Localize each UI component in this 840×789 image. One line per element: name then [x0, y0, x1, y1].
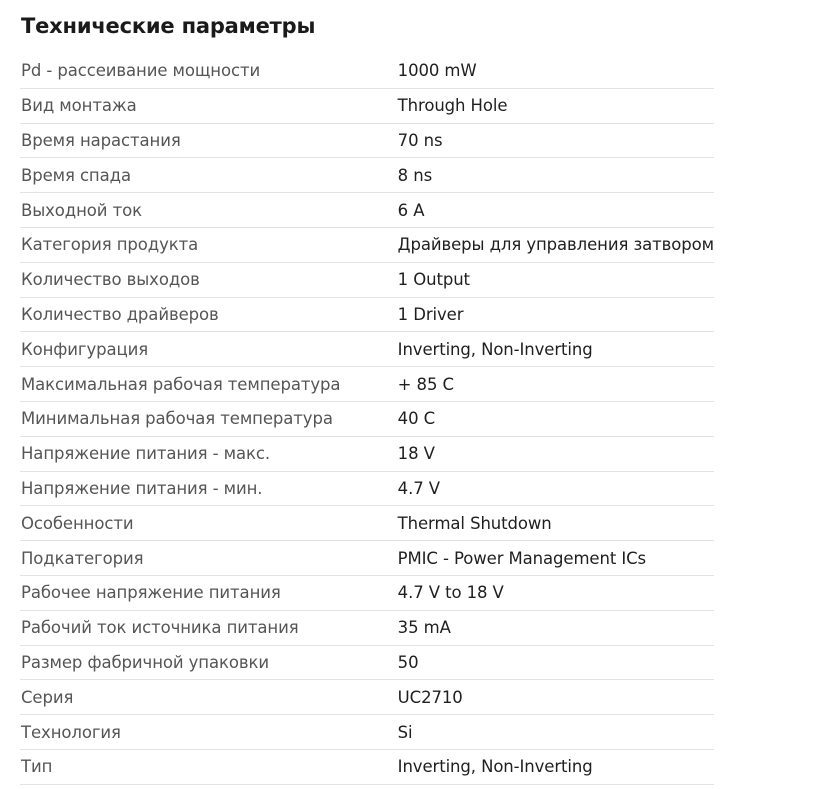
table-row: [20, 297, 714, 332]
param-name: Вид монтажа: [20, 88, 398, 123]
table-row: [20, 680, 714, 715]
param-name: Рабочий ток источника питания: [20, 610, 398, 645]
table-row: [20, 227, 714, 262]
param-value: 1 Driver: [398, 297, 714, 332]
param-value: UC2710: [398, 680, 714, 715]
param-name: Минимальная рабочая температура: [20, 401, 398, 436]
param-value: 70 ns: [398, 123, 714, 158]
param-name: Время спада: [20, 158, 398, 193]
param-name: Тип: [20, 749, 398, 784]
table-row: [20, 88, 714, 123]
param-value: 1000 mW: [398, 54, 714, 88]
param-value: Thermal Shutdown: [398, 506, 714, 541]
param-name: Напряжение питания - макс.: [20, 436, 398, 471]
table-row: [20, 367, 714, 402]
table-row: [20, 193, 714, 228]
param-value: 50: [398, 645, 714, 680]
param-name: Конфигурация: [20, 332, 398, 367]
param-name: Рабочее напряжение питания: [20, 575, 398, 610]
table-row: [20, 158, 714, 193]
param-name: Размер фабричной упаковки: [20, 645, 398, 680]
table-row: [20, 610, 714, 645]
table-row: [20, 506, 714, 541]
param-value: Through Hole: [398, 88, 714, 123]
table-row: [20, 401, 714, 436]
table-row: [20, 645, 714, 680]
param-name: Pd - рассеивание мощности: [20, 54, 398, 88]
param-value: 8 ns: [398, 158, 714, 193]
param-value: 18 V: [398, 436, 714, 471]
param-name: Технология: [20, 715, 398, 750]
table-row: [20, 749, 714, 784]
param-value: 4.7 V: [398, 471, 714, 506]
table-row: [20, 54, 714, 88]
param-name: Особенности: [20, 506, 398, 541]
param-name: Напряжение питания - мин.: [20, 471, 398, 506]
param-value: 6 A: [398, 193, 714, 228]
param-name: Категория продукта: [20, 227, 398, 262]
param-name: Количество драйверов: [20, 297, 398, 332]
table-row: [20, 262, 714, 297]
param-name: Количество выходов: [20, 262, 398, 297]
param-value: Inverting, Non-Inverting: [398, 749, 714, 784]
table-row: [20, 436, 714, 471]
spec-table-body: [20, 54, 714, 784]
param-name: Подкатегория: [20, 541, 398, 576]
param-value: PMIC - Power Management ICs: [398, 541, 714, 576]
param-value: 40 C: [398, 401, 714, 436]
table-row: [20, 575, 714, 610]
param-value: Драйверы для управления затвором: [398, 227, 714, 262]
param-value: 1 Output: [398, 262, 714, 297]
table-row: [20, 332, 714, 367]
table-row: [20, 541, 714, 576]
table-row: [20, 471, 714, 506]
param-value: Si: [398, 715, 714, 750]
table-row: [20, 715, 714, 750]
param-name: Время нарастания: [20, 123, 398, 158]
param-name: Максимальная рабочая температура: [20, 367, 398, 402]
param-value: 4.7 V to 18 V: [398, 575, 714, 610]
param-value: 35 mA: [398, 610, 714, 645]
param-name: Серия: [20, 680, 398, 715]
table-row: [20, 123, 714, 158]
param-value: Inverting, Non-Inverting: [398, 332, 714, 367]
param-value: + 85 C: [398, 367, 714, 402]
param-name: Выходной ток: [20, 193, 398, 228]
spec-table: [20, 54, 714, 785]
section-title: Технические параметры: [21, 14, 316, 38]
